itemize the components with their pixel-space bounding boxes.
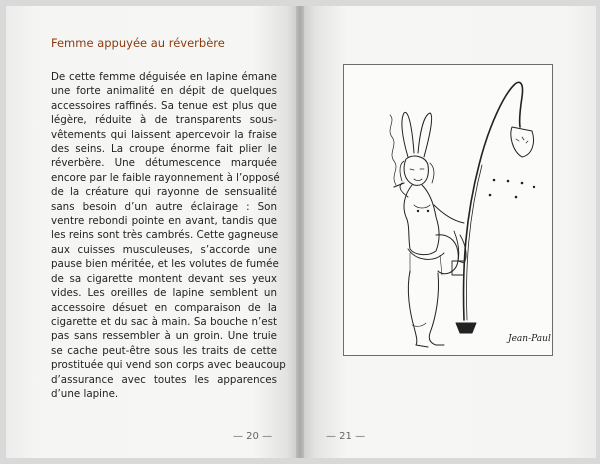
head	[404, 156, 428, 185]
text-line: vides. Les oreilles de lapine semblent un	[51, 287, 277, 300]
text-line: De cette femme déguisée en lapine émane	[51, 71, 277, 83]
legs	[408, 271, 428, 347]
illustration-frame	[343, 64, 553, 356]
text-line: cigarette et du sac à main. Sa bouche n’est	[51, 315, 277, 328]
text-line: pas sans ressembler à un groin. Une truie	[51, 330, 277, 343]
rabbit-ears	[402, 112, 414, 157]
torso	[404, 185, 439, 255]
text-line: des seins. La croupe énorme fait plier le	[51, 143, 277, 156]
text-line: se cache peut-être sous les traits de cette	[51, 344, 277, 357]
text-line: sans besoin d’un autre éclairage : Son	[51, 200, 277, 213]
arm	[434, 205, 464, 223]
text-line: accessoire désuet en comparaison de la	[51, 301, 277, 314]
text-line: de la créature qui rayonne de sensualité	[51, 186, 277, 199]
text-line: ventre rebondi pointe en avant, tandis que	[51, 215, 277, 228]
smoke	[390, 115, 396, 185]
text-line: les reins sont très cambrés. Cette gagneuse	[51, 229, 279, 242]
section-title: Femme appuyée au réverbère	[51, 36, 225, 50]
body-paragraph	[51, 70, 286, 401]
page-number-left: — 20 —	[233, 431, 273, 442]
book-gutter	[296, 6, 304, 458]
lamppost	[464, 82, 523, 320]
text-line: légère, réduite à de transparents sous-	[51, 114, 277, 127]
text-line: d’une lapine.	[51, 387, 119, 400]
text-line: vêtements qui laissent apercevoir la fraise	[51, 128, 277, 141]
text-line: pause bien méritée, et les volutes de fumée	[51, 258, 279, 271]
text-line: encore par le faible rayonnement à l’opposé	[51, 171, 280, 184]
text-line: une forte animalité en dépit de quelques	[51, 85, 277, 98]
text-line: d’assurance avec toutes les apparences	[51, 373, 277, 386]
page-number-right: — 21 —	[326, 431, 366, 442]
decorative-dots	[489, 179, 536, 199]
text-line: réverbère. Une détumescence marquée	[51, 157, 277, 170]
text-line: accessoires raffinés. Sa tenue est plus que	[51, 99, 277, 112]
text-line: prostituée qui vend son corps avec beaucoup	[51, 359, 286, 372]
text-line: de sa cigarette montent devant ses yeux	[51, 272, 277, 285]
rabbit-woman-drawing	[344, 65, 552, 355]
hips	[436, 235, 458, 274]
artist-signature: Jean-Paul	[508, 334, 551, 344]
lamp-head	[511, 127, 534, 157]
text-line: aux cuisses musculeuses, s’accorde une	[51, 243, 277, 256]
